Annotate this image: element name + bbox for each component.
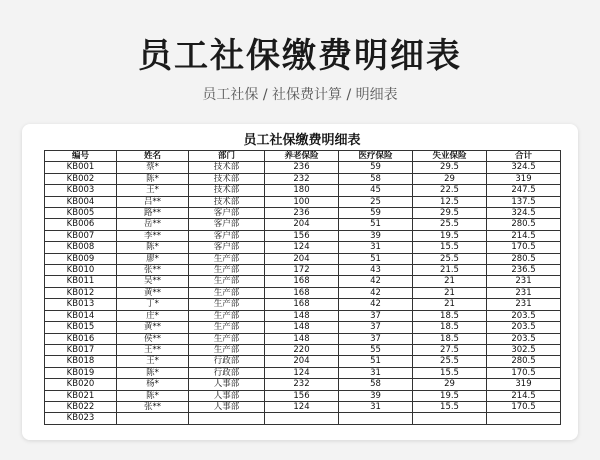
table-cell: 客户部 [189, 219, 265, 230]
table-cell: 51 [339, 356, 413, 367]
table-cell: 37 [339, 310, 413, 321]
table-cell: 18.5 [413, 333, 487, 344]
table-cell: 324.5 [487, 162, 561, 173]
table-cell: 31 [339, 401, 413, 412]
table-cell: 214.5 [487, 390, 561, 401]
table-row [45, 379, 561, 390]
table-cell: KB005 [45, 208, 117, 219]
table-cell: 生产部 [189, 253, 265, 264]
table-row [45, 208, 561, 219]
table-cell: KB003 [45, 185, 117, 196]
column-header: 部门 [189, 151, 265, 162]
table-cell: KB020 [45, 379, 117, 390]
table-cell: 25.5 [413, 356, 487, 367]
table-cell: 280.5 [487, 356, 561, 367]
table-cell: 203.5 [487, 322, 561, 333]
table-cell: KB011 [45, 276, 117, 287]
card-bottom-fade [22, 430, 578, 440]
table-row [45, 401, 561, 412]
table-cell: 59 [339, 208, 413, 219]
table-cell: 156 [265, 230, 339, 241]
table-cell: 29 [413, 173, 487, 184]
table-cell: 236 [265, 208, 339, 219]
table-cell: 204 [265, 253, 339, 264]
column-header: 失业保险 [413, 151, 487, 162]
table-cell: 51 [339, 253, 413, 264]
table-cell: KB015 [45, 322, 117, 333]
table-cell: 31 [339, 367, 413, 378]
table-cell: 236 [265, 162, 339, 173]
table-cell: 客户部 [189, 208, 265, 219]
table-cell: 张** [117, 401, 189, 412]
table-cell: 技术部 [189, 162, 265, 173]
table-cell: 庄* [117, 310, 189, 321]
table-cell: 124 [265, 401, 339, 412]
table-cell: 陈* [117, 242, 189, 253]
table-cell: KB008 [45, 242, 117, 253]
table-cell: KB004 [45, 196, 117, 207]
table-cell [189, 413, 265, 424]
table-cell: 31 [339, 242, 413, 253]
table-cell: KB009 [45, 253, 117, 264]
table-cell: 生产部 [189, 310, 265, 321]
page-title: 员工社保缴费明细表 [138, 36, 462, 76]
table-cell: 319 [487, 379, 561, 390]
table-cell: 杨* [117, 379, 189, 390]
table-cell: 生产部 [189, 344, 265, 355]
table-cell: 170.5 [487, 401, 561, 412]
table-cell: 42 [339, 287, 413, 298]
spreadsheet-preview-card[interactable] [22, 124, 578, 440]
table-cell: 324.5 [487, 208, 561, 219]
table-cell: 170.5 [487, 367, 561, 378]
table-cell: 231 [487, 276, 561, 287]
table-cell: 21 [413, 299, 487, 310]
table-cell: 19.5 [413, 230, 487, 241]
table-cell: 客户部 [189, 230, 265, 241]
table-cell: 王** [117, 344, 189, 355]
table-cell: 技术部 [189, 185, 265, 196]
table-cell: 15.5 [413, 242, 487, 253]
table-cell: 172 [265, 265, 339, 276]
table-cell: 21 [413, 276, 487, 287]
page-subtitle: 员工社保 / 社保费计算 / 明细表 [202, 87, 398, 103]
column-header: 姓名 [117, 151, 189, 162]
table-cell: 319 [487, 173, 561, 184]
table-cell: 生产部 [189, 265, 265, 276]
table-row [45, 242, 561, 253]
table-cell: 247.5 [487, 185, 561, 196]
table-cell: 王* [117, 185, 189, 196]
table-cell: 廖* [117, 253, 189, 264]
column-header: 医疗保险 [339, 151, 413, 162]
table-cell: 39 [339, 230, 413, 241]
table-cell: 陈* [117, 367, 189, 378]
table-cell [265, 413, 339, 424]
table-cell: 技术部 [189, 196, 265, 207]
table-cell: 302.5 [487, 344, 561, 355]
table-cell: 280.5 [487, 219, 561, 230]
table-row [45, 299, 561, 310]
table-cell: 232 [265, 173, 339, 184]
table-cell: 220 [265, 344, 339, 355]
table-cell: 生产部 [189, 287, 265, 298]
table-cell: 15.5 [413, 401, 487, 412]
table-cell: 168 [265, 287, 339, 298]
table-cell: 29 [413, 379, 487, 390]
table-cell: 王* [117, 356, 189, 367]
table-cell: 吴** [117, 276, 189, 287]
sheet-title: 员工社保缴费明细表 [243, 133, 361, 148]
table-cell: 124 [265, 367, 339, 378]
table-cell: 156 [265, 390, 339, 401]
table-cell: 37 [339, 322, 413, 333]
table-cell: 214.5 [487, 230, 561, 241]
table-row [45, 367, 561, 378]
table-row [45, 219, 561, 230]
table-cell: 43 [339, 265, 413, 276]
contribution-table [44, 150, 561, 425]
table-cell: KB022 [45, 401, 117, 412]
table-cell: 生产部 [189, 276, 265, 287]
table-cell: 148 [265, 310, 339, 321]
table-cell: 25.5 [413, 253, 487, 264]
table-row [45, 265, 561, 276]
table-cell: 25.5 [413, 219, 487, 230]
table-row [45, 196, 561, 207]
table-cell: 170.5 [487, 242, 561, 253]
table-cell: 生产部 [189, 322, 265, 333]
table-cell: 39 [339, 390, 413, 401]
table-cell: 236.5 [487, 265, 561, 276]
table-cell: 27.5 [413, 344, 487, 355]
table-cell [487, 413, 561, 424]
table-cell: 人事部 [189, 401, 265, 412]
table-row [45, 162, 561, 173]
table-cell: KB019 [45, 367, 117, 378]
table-row [45, 276, 561, 287]
table-row [45, 413, 561, 424]
table-cell: 岳** [117, 219, 189, 230]
table-cell [413, 413, 487, 424]
table-cell: 231 [487, 299, 561, 310]
table-cell: 22.5 [413, 185, 487, 196]
table-cell: 19.5 [413, 390, 487, 401]
column-header: 合计 [487, 151, 561, 162]
table-cell: 黄** [117, 322, 189, 333]
table-cell: 42 [339, 276, 413, 287]
table-header-row [45, 151, 561, 162]
table-cell: KB007 [45, 230, 117, 241]
table-cell: KB017 [45, 344, 117, 355]
table-row [45, 333, 561, 344]
table-row [45, 253, 561, 264]
table-cell: 148 [265, 333, 339, 344]
table-cell: 人事部 [189, 390, 265, 401]
table-cell: 100 [265, 196, 339, 207]
table-cell: 204 [265, 219, 339, 230]
table-cell: 21 [413, 287, 487, 298]
table-cell: 客户部 [189, 242, 265, 253]
table-cell: 168 [265, 299, 339, 310]
table-cell: 203.5 [487, 333, 561, 344]
table-cell: KB002 [45, 173, 117, 184]
table-row [45, 173, 561, 184]
table-cell: 12.5 [413, 196, 487, 207]
table-row [45, 287, 561, 298]
table-cell: 张** [117, 265, 189, 276]
table-cell: 15.5 [413, 367, 487, 378]
table-row [45, 390, 561, 401]
table-cell: 生产部 [189, 333, 265, 344]
table-cell: KB016 [45, 333, 117, 344]
table-cell: 29.5 [413, 162, 487, 173]
table-cell: 陈* [117, 173, 189, 184]
table-row [45, 322, 561, 333]
table-cell: 29.5 [413, 208, 487, 219]
table-cell: 黄** [117, 287, 189, 298]
table-cell: 技术部 [189, 173, 265, 184]
table-cell: 吕** [117, 196, 189, 207]
table-cell: KB010 [45, 265, 117, 276]
table-row [45, 185, 561, 196]
table-cell [117, 413, 189, 424]
table-cell: 124 [265, 242, 339, 253]
table-cell: 生产部 [189, 299, 265, 310]
table-cell: 李** [117, 230, 189, 241]
table-cell: KB013 [45, 299, 117, 310]
table-cell: 路** [117, 208, 189, 219]
table-cell: 行政部 [189, 367, 265, 378]
table-cell: 203.5 [487, 310, 561, 321]
table-cell: 侯** [117, 333, 189, 344]
table-cell: KB001 [45, 162, 117, 173]
table-cell: 137.5 [487, 196, 561, 207]
table-row [45, 230, 561, 241]
table-cell: 21.5 [413, 265, 487, 276]
table-cell: 37 [339, 333, 413, 344]
table-row [45, 344, 561, 355]
table-cell: 45 [339, 185, 413, 196]
table-cell: 168 [265, 276, 339, 287]
table-cell: 蔡* [117, 162, 189, 173]
table-cell: 人事部 [189, 379, 265, 390]
table-cell: 59 [339, 162, 413, 173]
table-cell: KB012 [45, 287, 117, 298]
table-cell: 行政部 [189, 356, 265, 367]
table-cell: 180 [265, 185, 339, 196]
table-cell: 148 [265, 322, 339, 333]
table-cell: 25 [339, 196, 413, 207]
table-cell [339, 413, 413, 424]
table-row [45, 310, 561, 321]
table-cell: 280.5 [487, 253, 561, 264]
table-cell: 18.5 [413, 310, 487, 321]
table-cell: 42 [339, 299, 413, 310]
column-header: 养老保险 [265, 151, 339, 162]
column-header: 编号 [45, 151, 117, 162]
table-cell: 51 [339, 219, 413, 230]
table-cell: KB014 [45, 310, 117, 321]
table-cell: KB021 [45, 390, 117, 401]
table-cell: KB018 [45, 356, 117, 367]
table-cell: KB006 [45, 219, 117, 230]
table-cell: KB023 [45, 413, 117, 424]
table-cell: 58 [339, 173, 413, 184]
table-cell: 18.5 [413, 322, 487, 333]
table-cell: 55 [339, 344, 413, 355]
table-cell: 204 [265, 356, 339, 367]
spreadsheet [44, 132, 560, 425]
table-cell: 232 [265, 379, 339, 390]
table-cell: 58 [339, 379, 413, 390]
table-cell: 陈* [117, 390, 189, 401]
table-row [45, 356, 561, 367]
table-cell: 丁* [117, 299, 189, 310]
table-cell: 231 [487, 287, 561, 298]
